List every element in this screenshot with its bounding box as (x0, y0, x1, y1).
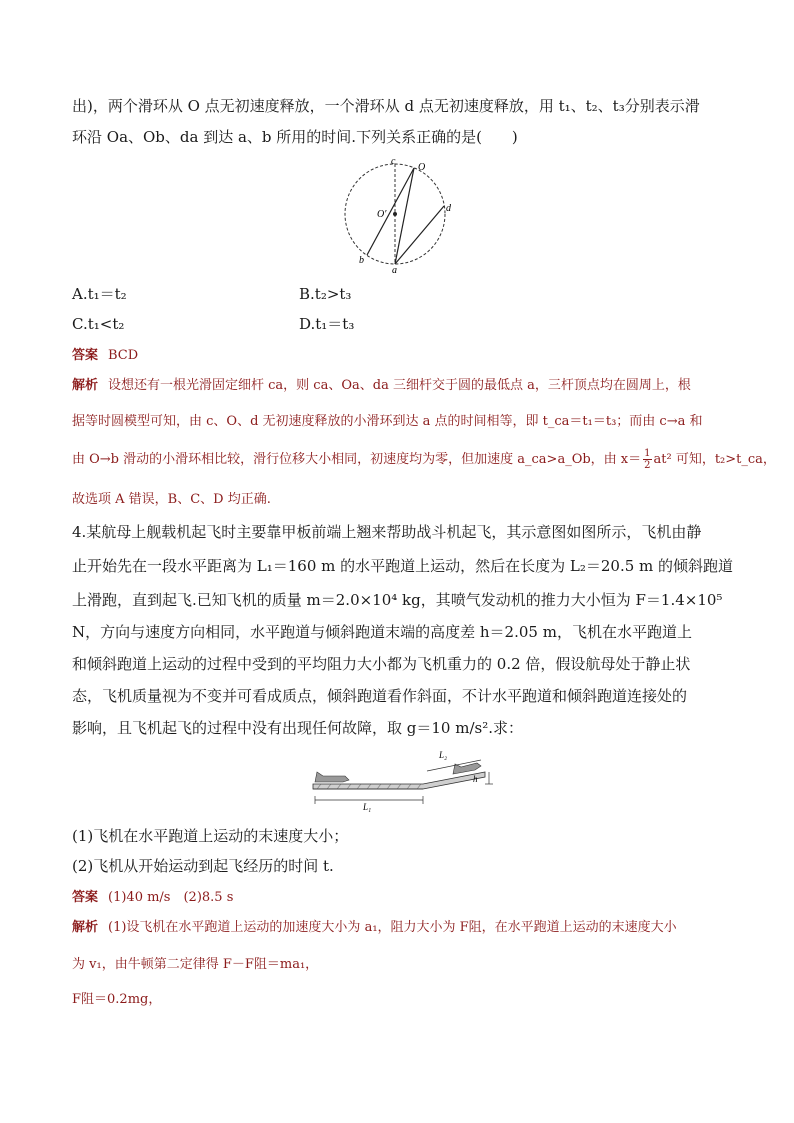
q4-stem-line-7: 影响，且飞机起飞的过程中没有出现任何故障，取 g＝10 m/s².求： (72, 719, 523, 737)
q4-analysis-line-1 (72, 918, 677, 938)
label-L1: L₁ (363, 802, 372, 812)
analysis-tag: 解析 (72, 920, 99, 935)
q3-analysis-line-2: 据等时圆模型可知，由 c、O、d 无初速度释放的小滑环到达 a 点的时间相等，即 t_ca＝t₁＝t₃；而由 c→a 和 (72, 414, 703, 429)
label-O-prime: O′ (377, 209, 387, 220)
q4-analysis-line-3: F阻＝0.2mg， (72, 992, 162, 1007)
q3-analysis-line-4: 故选项 A 错误，B、C、D 均正确. (72, 492, 271, 507)
label-L2: L₂ (439, 750, 448, 760)
q4-analysis-text-1: (1)设飞机在水平跑道上运动的加速度大小为 a₁，阻力大小为 F阻，在水平跑道上运动的末速度大小 (108, 920, 677, 935)
analysis-tag: 解析 (72, 378, 99, 393)
answer-tag: 答案 (72, 348, 99, 363)
q4-stem-line-3: 上滑跑，直到起飞.已知飞机的质量 m＝2.0×10⁴ kg，其喷气发动机的推力大小恒为 F＝1.4×10⁵ (72, 591, 723, 609)
q4-analysis-line-2: 为 v₁，由牛顿第二定律得 F－F阻＝ma₁， (72, 957, 319, 972)
q4-stem-line-1: 4.某航母上舰载机起飞时主要靠甲板前端上翘来帮助战斗机起飞，其示意图如图所示，飞机由静 (72, 523, 702, 541)
q4-part-2: (2)飞机从开始运动到起飞经历的时间 t. (72, 857, 334, 875)
q3-stem-line-1: 出)，两个滑环从 O 点无初速度释放，一个滑环从 d 点无初速度释放，用 t₁、t₂、t₃分别表示滑 (72, 97, 700, 115)
q4-stem-line-5: 和倾斜跑道上运动的过程中受到的平均阻力大小都为飞机重力的 0.2 倍，假设航母处于静止状 (72, 655, 691, 673)
fraction-one-half: $\frac{1}{2}$ (644, 448, 651, 471)
label-b: b (359, 255, 364, 266)
q3-analysis-line-3 (72, 448, 776, 471)
option-b: B.t₂>t₃ (299, 285, 352, 303)
answer-value: BCD (108, 348, 139, 363)
label-c: c (391, 156, 396, 167)
q4-part-1: (1)飞机在水平跑道上运动的末速度大小； (72, 827, 349, 845)
q3-analysis-line-1 (72, 376, 691, 396)
q4-answer (72, 888, 233, 908)
q4-stem-line-6: 态，飞机质量视为不变并可看成质点，倾斜跑道看作斜面，不计水平跑道和倾斜跑道连接处的 (72, 687, 688, 705)
label-a: a (392, 265, 397, 275)
answer-value: (1)40 m/s (2)8.5 s (108, 890, 234, 905)
option-c: C.t₁<t₂ (72, 315, 125, 333)
option-a: A.t₁＝t₂ (72, 285, 127, 303)
q4-runway-figure (305, 744, 495, 812)
q3-analysis-text-3a: 由 O→b 滑动的小滑环相比较，滑行位移大小相同，初速度均为零，但加速度 a_ca>a_Ob，由 x＝ (72, 452, 642, 467)
answer-tag: 答案 (72, 890, 99, 905)
label-h: h (473, 774, 478, 784)
q4-stem-line-4: N，方向与速度方向相同，水平跑道与倾斜跑道末端的高度差 h＝2.05 m，飞机在水平跑道上 (72, 623, 692, 641)
label-O: O (418, 162, 426, 173)
q3-stem-line-2: 环沿 Oa、Ob、da 到达 a、b 所用的时间.下列关系正确的是( ) (72, 128, 518, 146)
label-d: d (446, 203, 451, 214)
q3-analysis-text-3b: at² 可知，t₂>t_ca， (653, 452, 776, 467)
q3-analysis-text-1: 设想还有一根光滑固定细杆 ca，则 ca、Oa、da 三细杆交于圆的最低点 a，三杆顶点均在圆周上，根 (108, 378, 691, 393)
q4-stem-line-2: 止开始先在一段水平距离为 L₁＝160 m 的水平跑道上运动，然后在长度为 L₂＝20.5 m 的倾斜跑道 (72, 557, 734, 575)
q3-circle-figure (330, 155, 470, 275)
option-d: D.t₁＝t₃ (299, 315, 355, 333)
q3-answer (72, 346, 138, 366)
